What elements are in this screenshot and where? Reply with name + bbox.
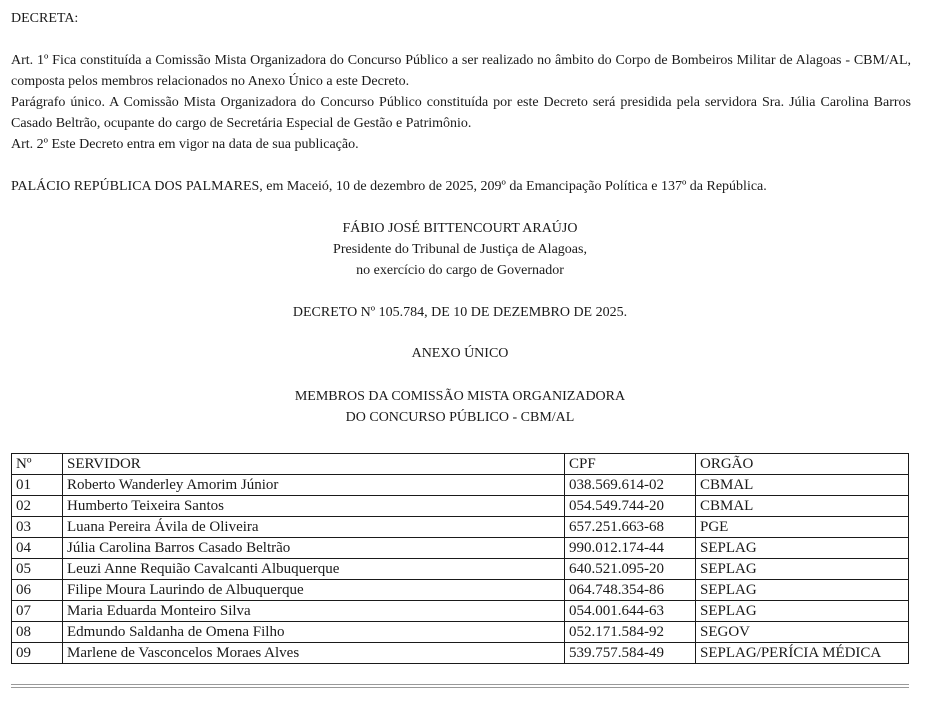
row-orgao: SEPLAG [696, 580, 909, 601]
table-row [12, 601, 909, 622]
row-servidor: Júlia Carolina Barros Casado Beltrão [63, 538, 565, 559]
header-number: Nº [12, 454, 63, 475]
row-orgao: SEPLAG [696, 601, 909, 622]
row-orgao: SEGOV [696, 622, 909, 643]
row-cpf: 052.171.584-92 [565, 622, 696, 643]
signatory-role: Presidente do Tribunal de Justiça de Alagoas, [333, 242, 587, 257]
signatory-role-2: no exercício do cargo de Governador [356, 263, 564, 278]
row-cpf: 640.521.095-20 [565, 559, 696, 580]
members-table [11, 453, 909, 664]
row-number: 03 [12, 517, 63, 538]
row-cpf: 064.748.354-86 [565, 580, 696, 601]
row-orgao: SEPLAG/PERÍCIA MÉDICA [696, 643, 909, 664]
row-servidor: Humberto Teixeira Santos [63, 496, 565, 517]
row-cpf: 990.012.174-44 [565, 538, 696, 559]
row-servidor: Leuzi Anne Requião Cavalcanti Albuquerque [63, 559, 565, 580]
row-servidor: Filipe Moura Laurindo de Albuquerque [63, 580, 565, 601]
row-servidor: Marlene de Vasconcelos Moraes Alves [63, 643, 565, 664]
header-orgao: ORGÃO [696, 454, 909, 475]
row-orgao: CBMAL [696, 475, 909, 496]
signatory-name: FÁBIO JOSÉ BITTENCOURT ARAÚJO [342, 221, 578, 236]
paragrafo-unico: Parágrafo único. A Comissão Mista Organizadora do Concurso Público constituída por este Decreto será presidida pela servidora Sra. Júlia Carolina Barros Casado Beltrão, ocupante do cargo de Secretária Especial de Gestão e Patrimônio. [11, 95, 911, 131]
annex-title: ANEXO ÚNICO [411, 346, 509, 361]
table-header-row [12, 454, 909, 475]
row-orgao: CBMAL [696, 496, 909, 517]
members-title-2: DO CONCURSO PÚBLICO - CBM/AL [345, 410, 575, 425]
article-2: Art. 2º Este Decreto entra em vigor na data de sua publicação. [11, 137, 359, 152]
row-servidor: Luana Pereira Ávila de Oliveira [63, 517, 565, 538]
row-number: 01 [12, 475, 63, 496]
table-row [12, 496, 909, 517]
table-row [12, 517, 909, 538]
members-title-1: MEMBROS DA COMISSÃO MISTA ORGANIZADORA [294, 389, 626, 404]
row-cpf: 539.757.584-49 [565, 643, 696, 664]
header-servidor: SERVIDOR [63, 454, 565, 475]
row-number: 05 [12, 559, 63, 580]
row-number: 07 [12, 601, 63, 622]
table-row [12, 580, 909, 601]
table-row [12, 538, 909, 559]
separator-rule [11, 684, 909, 688]
palacio-line: PALÁCIO REPÚBLICA DOS PALMARES, em Maceió, 10 de dezembro de 2025, 209º da Emancipação Política e 137º da República. [11, 179, 767, 194]
header-cpf: CPF [565, 454, 696, 475]
row-cpf: 038.569.614-02 [565, 475, 696, 496]
table-row [12, 622, 909, 643]
row-servidor: Maria Eduarda Monteiro Silva [63, 601, 565, 622]
row-servidor: Edmundo Saldanha de Omena Filho [63, 622, 565, 643]
row-cpf: 054.549.744-20 [565, 496, 696, 517]
row-servidor: Roberto Wanderley Amorim Júnior [63, 475, 565, 496]
row-number: 08 [12, 622, 63, 643]
table-row [12, 559, 909, 580]
row-orgao: SEPLAG [696, 538, 909, 559]
row-orgao: PGE [696, 517, 909, 538]
row-cpf: 054.001.644-63 [565, 601, 696, 622]
row-number: 04 [12, 538, 63, 559]
row-cpf: 657.251.663-68 [565, 517, 696, 538]
row-orgao: SEPLAG [696, 559, 909, 580]
row-number: 02 [12, 496, 63, 517]
row-number: 06 [12, 580, 63, 601]
article-1: Art. 1º Fica constituída a Comissão Mista Organizadora do Concurso Público a ser realizado no âmbito do Corpo de Bombeiros Militar de Alagoas - CBM/AL, composta pelos membros relacionados no Anexo Único a este Decreto. [11, 53, 911, 89]
row-number: 09 [12, 643, 63, 664]
decree-number: DECRETO Nº 105.784, DE 10 DE DEZEMBRO DE 2025. [292, 305, 628, 320]
decreta-heading: DECRETA: [11, 11, 79, 26]
table-row [12, 643, 909, 664]
table-row [12, 475, 909, 496]
